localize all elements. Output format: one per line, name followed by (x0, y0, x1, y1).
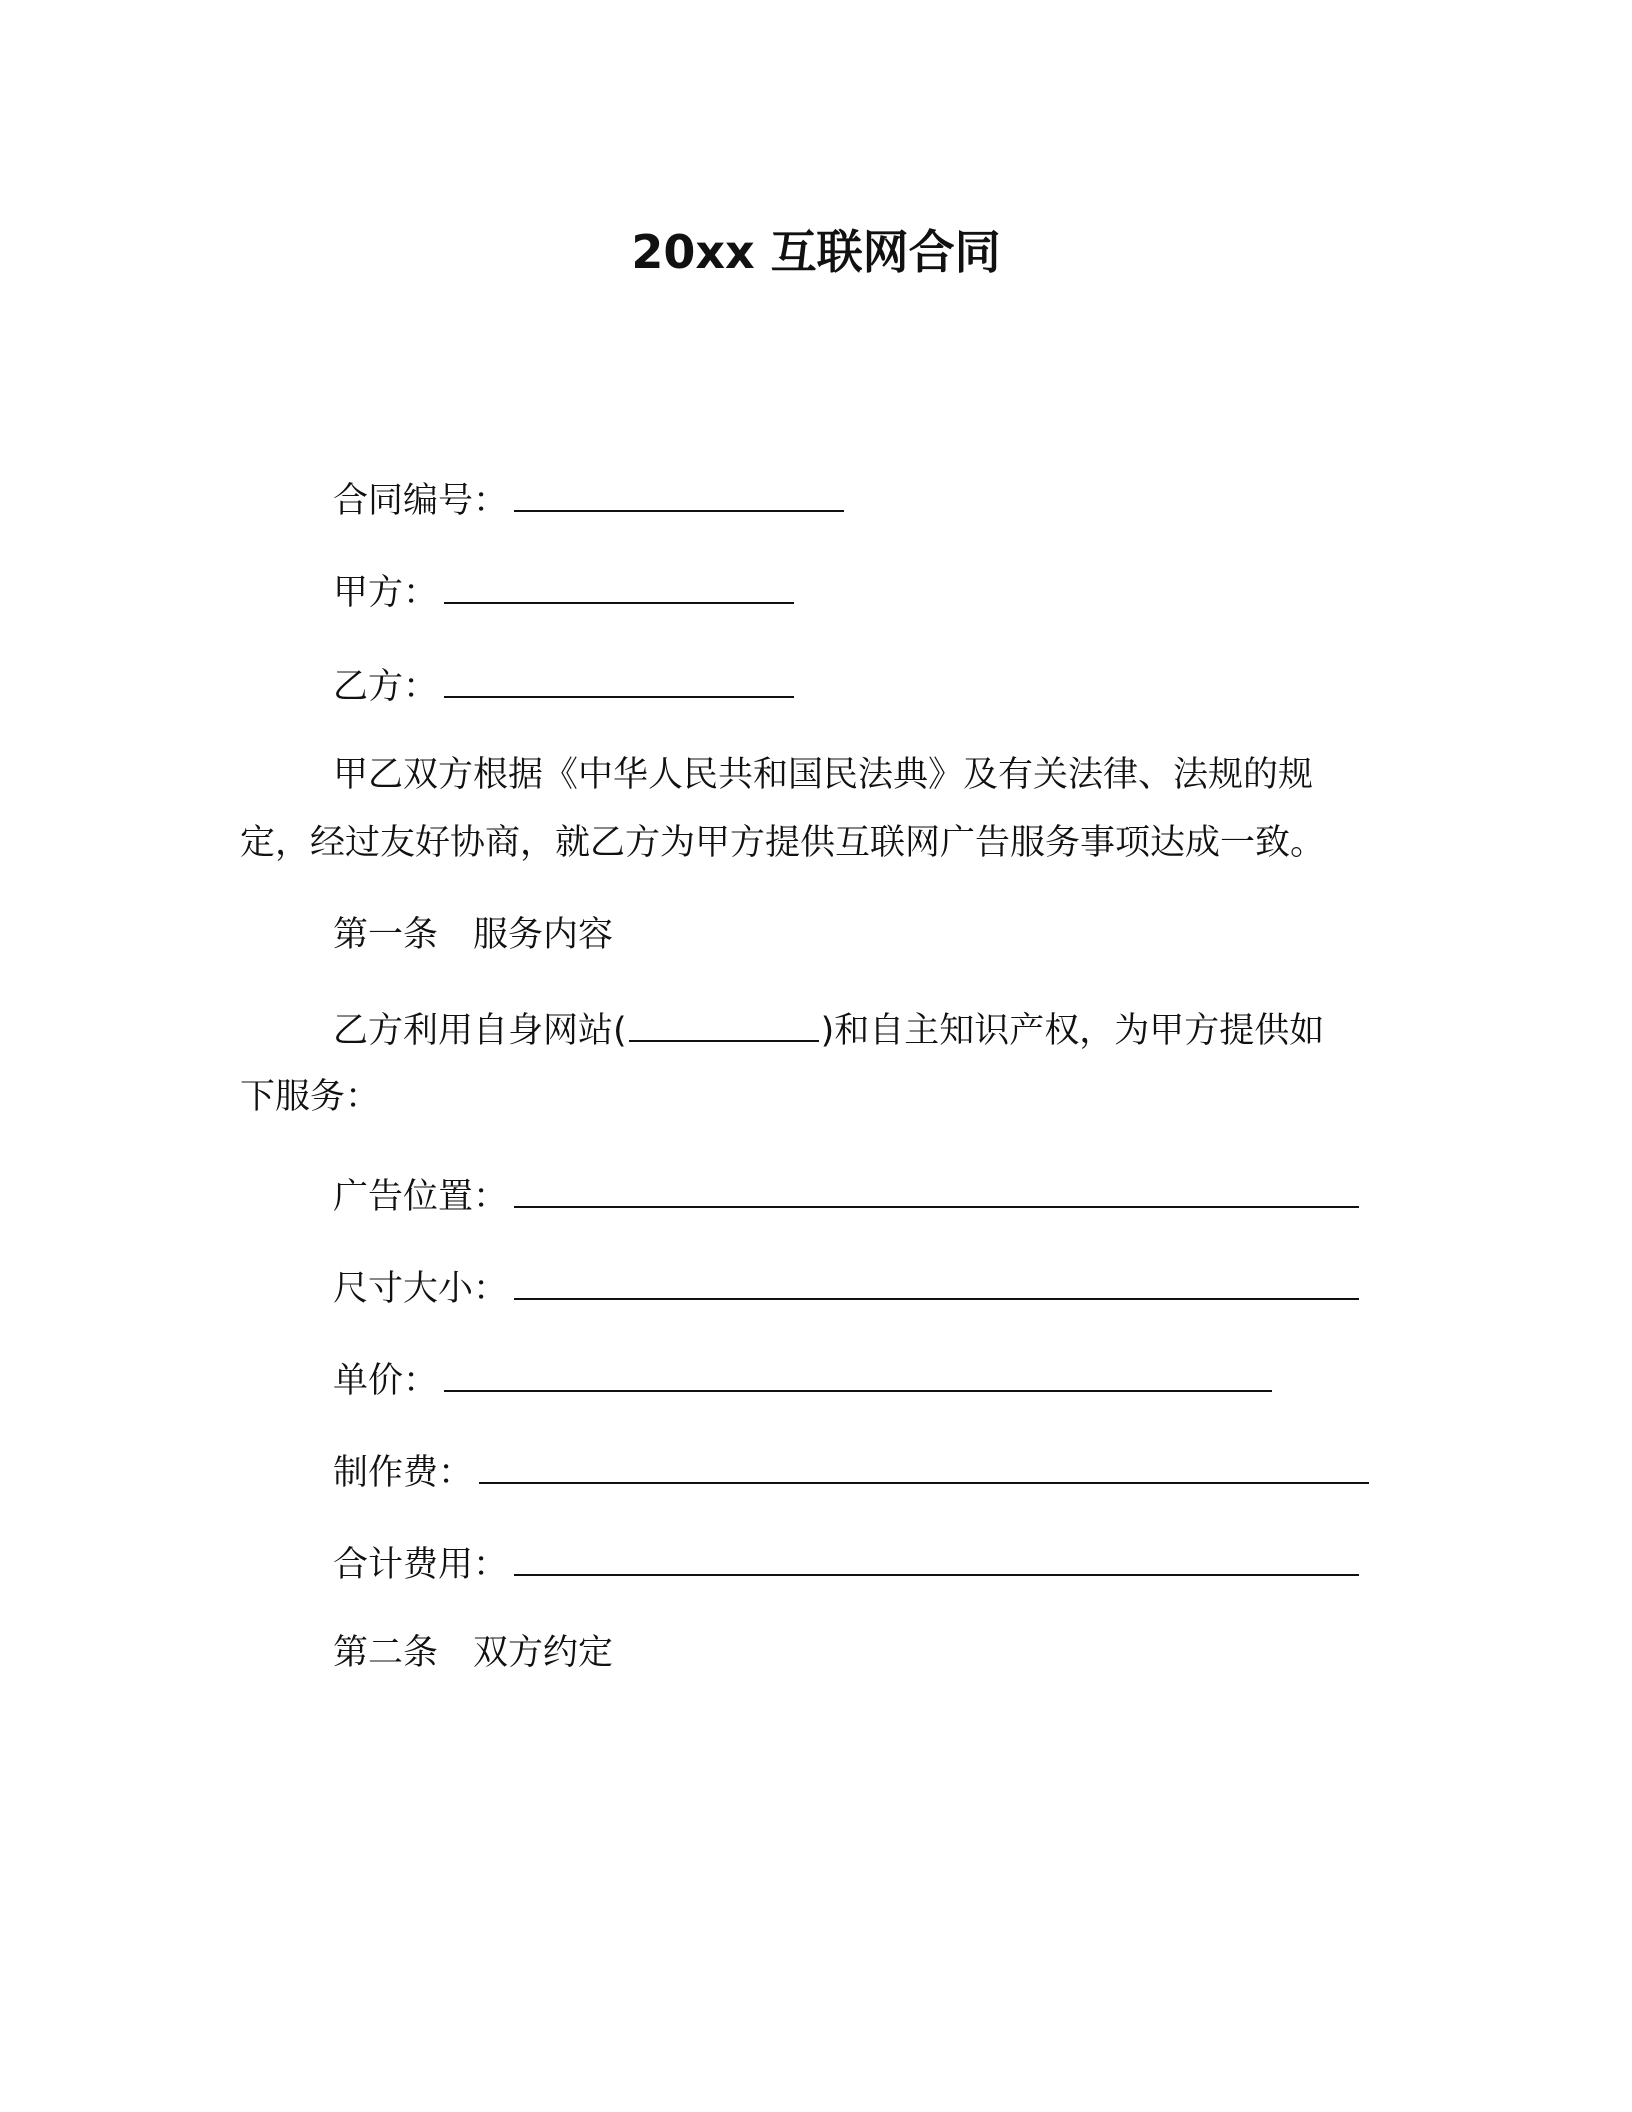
production-fee-row (333, 1448, 1369, 1496)
article-1-body-line-1 (333, 1006, 1324, 1054)
production-fee-blank[interactable] (479, 1448, 1369, 1484)
article-2-heading: 第二条 双方约定 (333, 1633, 614, 1673)
size-blank[interactable] (514, 1264, 1359, 1300)
intro-line-2: 定，经过友好协商，就乙方为甲方提供互联网广告服务事项达成一致。 (240, 823, 1326, 863)
ad-position-row (333, 1172, 1359, 1220)
size-row (333, 1264, 1359, 1312)
party-a-row (333, 568, 794, 616)
total-cost-row (333, 1540, 1359, 1588)
party-b-row (333, 662, 794, 710)
size-label: 尺寸大小： (333, 1269, 509, 1309)
total-cost-label: 合计费用： (333, 1545, 509, 1585)
party-b-label: 乙方： (333, 667, 439, 707)
party-b-blank[interactable] (444, 662, 794, 698)
production-fee-label: 制作费： (333, 1453, 474, 1493)
unit-price-blank[interactable] (444, 1356, 1272, 1392)
ad-position-blank[interactable] (514, 1172, 1359, 1208)
unit-price-row (333, 1356, 1272, 1404)
unit-price-label: 单价： (333, 1361, 439, 1401)
article-1-body-part-1: 乙方利用自身网站( (333, 1011, 627, 1051)
party-a-label: 甲方： (333, 573, 439, 613)
party-a-blank[interactable] (444, 568, 794, 604)
document-title: 20xx 互联网合同 (631, 225, 1001, 279)
article-1-body-part-2: )和自主知识产权，为甲方提供如 (820, 1011, 1325, 1051)
intro-line-1: 甲乙双方根据《中华人民共和国民法典》及有关法律、法规的规 (333, 755, 1314, 795)
article-1-heading: 第一条 服务内容 (333, 915, 614, 955)
article-1-body-line-2: 下服务： (240, 1077, 381, 1117)
contract-number-blank[interactable] (514, 476, 844, 512)
contract-number-label: 合同编号： (333, 481, 509, 521)
ad-position-label: 广告位置： (333, 1177, 509, 1217)
total-cost-blank[interactable] (514, 1540, 1359, 1576)
contract-number-row (333, 476, 844, 524)
website-blank[interactable] (629, 1006, 819, 1042)
